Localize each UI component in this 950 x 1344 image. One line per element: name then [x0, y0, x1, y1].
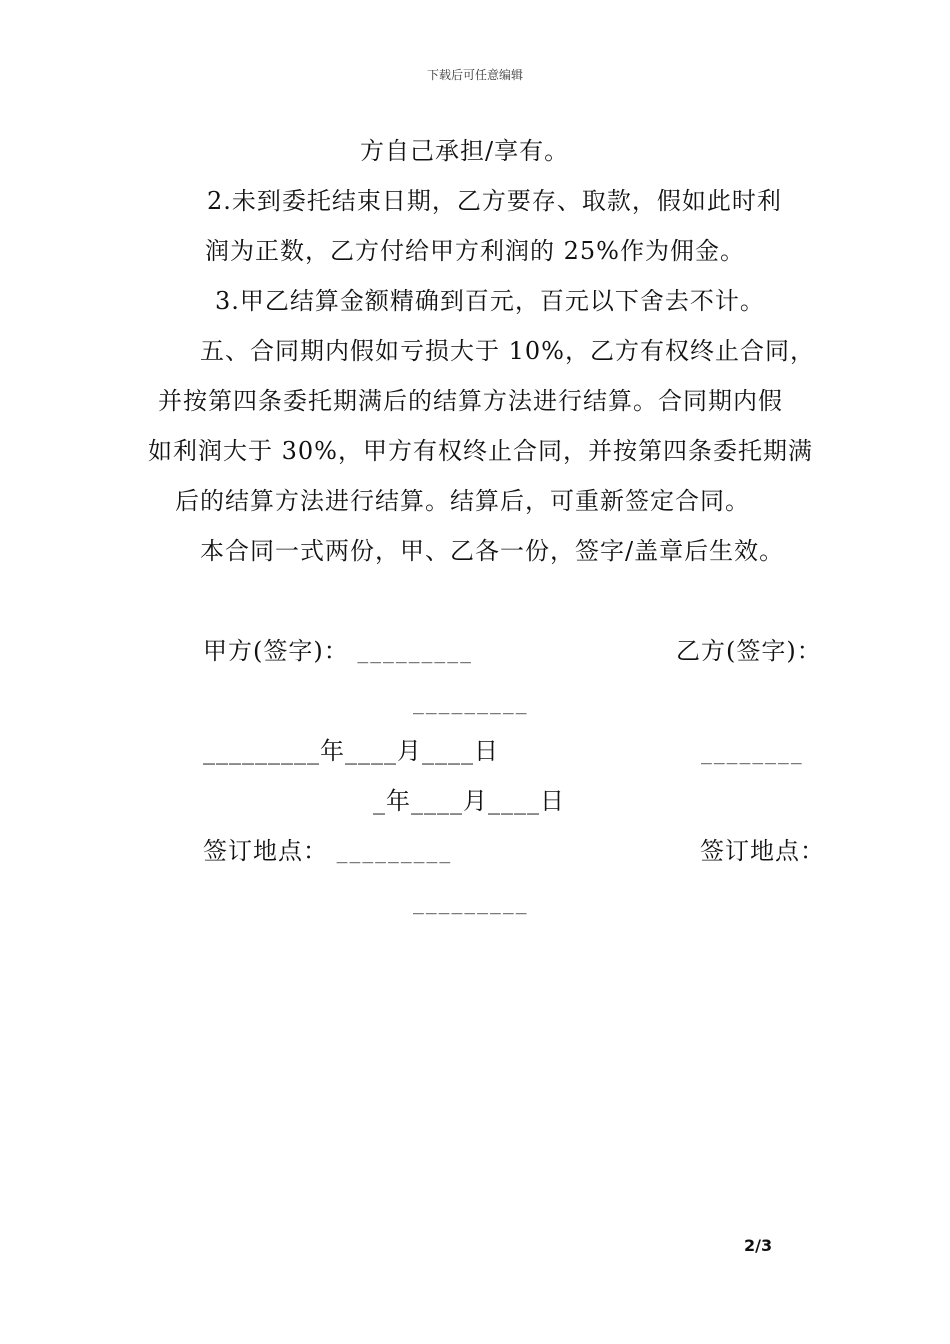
body-line-9: 本合同一式两份，甲、乙各一份，签字/盖章后生效。 — [200, 537, 785, 565]
page-number: 2/3 — [744, 1236, 773, 1255]
party-b-signature-blank: _________ — [413, 694, 529, 715]
party-b-label: 乙方(签字)： — [676, 637, 822, 665]
party-a-signature — [203, 636, 473, 669]
party-b-place-blank: _________ — [413, 894, 529, 915]
party-a-place-blank: _________ — [336, 843, 453, 864]
body-line-6: 并按第四条委托期满后的结算方法进行结算。合同期内假 — [158, 387, 783, 415]
party-b-date: _年____月____日 — [373, 787, 565, 815]
party-a-place — [203, 836, 452, 869]
body-line-5: 五、合同期内假如亏损大于 10%，乙方有权终止合同， — [200, 337, 815, 365]
body-line-2: 2.未到委托结束日期，乙方要存、取款，假如此时利 — [207, 187, 782, 215]
body-line-7: 如利润大于 30%，甲方有权终止合同，并按第四条委托期满 — [148, 437, 813, 465]
body-line-1: 方自己承担/享有。 — [360, 137, 570, 165]
page-header: 下载后可任意编辑 — [426, 68, 523, 82]
party-a-label: 甲方(签字)： — [203, 637, 349, 665]
body-line-4: 3.甲乙结算金额精确到百元，百元以下舍去不计。 — [215, 287, 765, 315]
party-a-signature-blank: _________ — [357, 643, 473, 664]
body-line-8: 后的结算方法进行结算。结算后，可重新签定合同。 — [175, 487, 750, 515]
party-b-place-label: 签订地点： — [700, 837, 825, 865]
body-line-3: 润为正数，乙方付给甲方利润的 25%作为佣金。 — [205, 237, 745, 265]
party-a-place-label: 签订地点： — [203, 837, 328, 865]
party-b-date-blank: ________ — [701, 744, 804, 765]
party-a-date: _________年____月____日 — [203, 737, 499, 765]
